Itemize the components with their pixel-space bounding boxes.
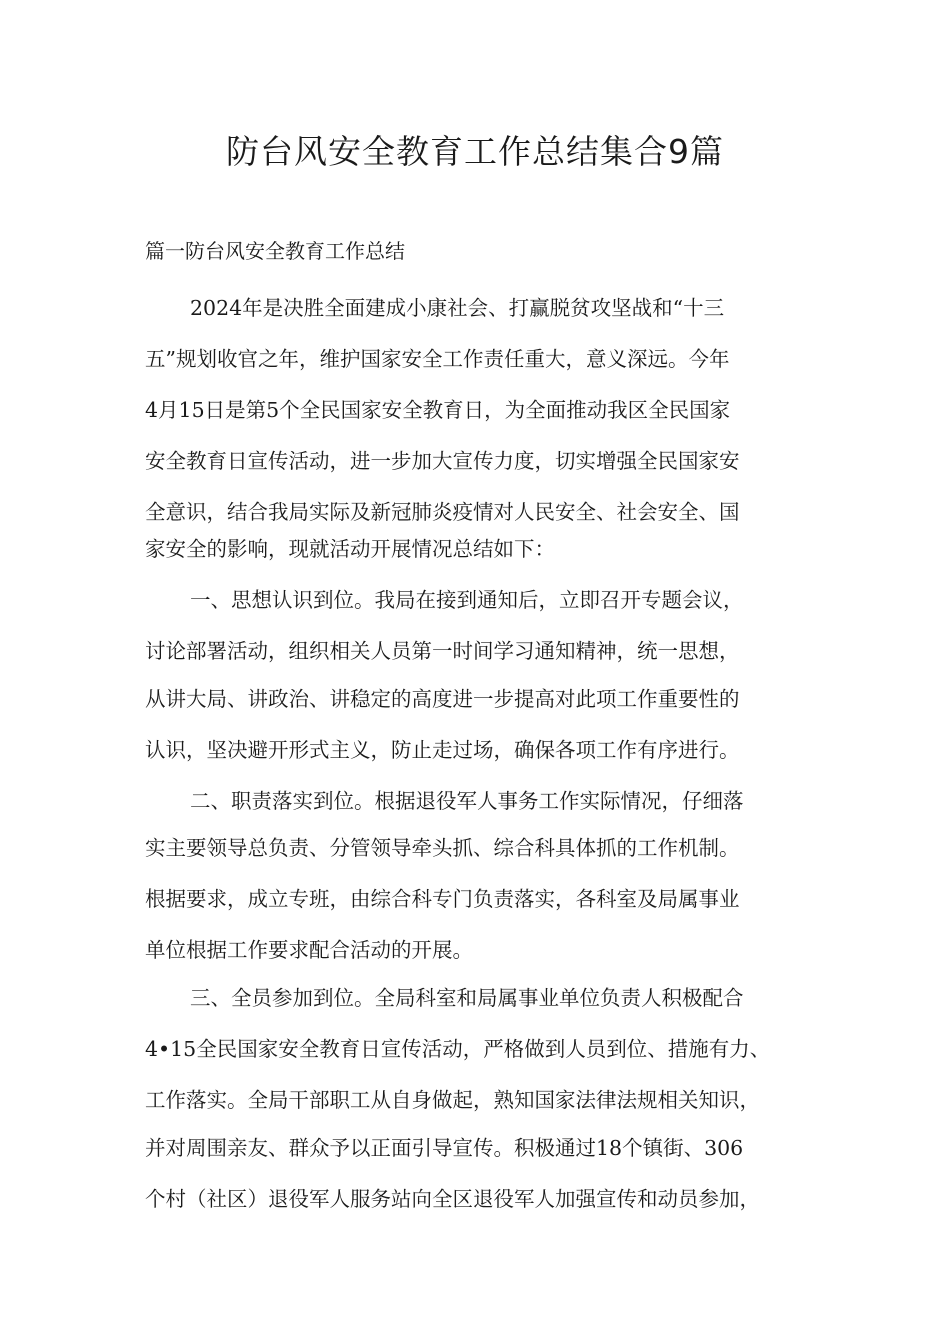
document-title: 防台风安全教育工作总结集合9篇 — [226, 132, 724, 171]
paragraph-line: 认识，坚决避开形式主义，防止走过场，确保各项工作有序进行。 — [145, 738, 740, 762]
paragraph-line: 全意识，结合我局实际及新冠肺炎疫情对人民安全、社会安全、国 — [145, 500, 740, 524]
paragraph-line: 4•15全民国家安全教育日宣传活动，严格做到人员到位、措施有力、 — [145, 1037, 771, 1061]
paragraph-line: 实主要领导总负责、分管领导牵头抓、综合科具体抓的工作机制。 — [145, 836, 740, 860]
paragraph-line: 单位根据工作要求配合活动的开展。 — [145, 938, 473, 962]
paragraph-line: 安全教育日宣传活动，进一步加大宣传力度，切实增强全民国家安 — [145, 449, 740, 473]
paragraph-line: 家安全的影响，现就活动开展情况总结如下： — [145, 537, 555, 561]
paragraph-line: 从讲大局、讲政治、讲稳定的高度进一步提高对此项工作重要性的 — [145, 687, 740, 711]
paragraph-line: 一、思想认识到位。我局在接到通知后，立即召开专题会议， — [190, 588, 744, 612]
paragraph-line: 并对周围亲友、群众予以正面引导宣传。积极通过18个镇街、306 — [145, 1136, 744, 1160]
paragraph-line: 4月15日是第5个全民国家安全教育日，为全面推动我区全民国家 — [145, 398, 731, 422]
section-heading: 篇一防台风安全教育工作总结 — [145, 239, 405, 263]
paragraph-line: 2024年是决胜全面建成小康社会、打赢脱贫攻坚战和“十三 — [190, 296, 725, 320]
paragraph-line: 根据要求，成立专班，由综合科专门负责落实，各科室及局属事业 — [145, 887, 740, 911]
paragraph-line: 五”规划收官之年，维护国家安全工作责任重大，意义深远。今年 — [145, 347, 730, 371]
paragraph-line: 个村（社区）退役军人服务站向全区退役军人加强宣传和动员参加， — [145, 1187, 760, 1211]
paragraph-line: 二、职责落实到位。根据退役军人事务工作实际情况，仔细落 — [190, 789, 744, 813]
paragraph-line: 工作落实。全局干部职工从自身做起，熟知国家法律法规相关知识， — [145, 1088, 760, 1112]
paragraph-line: 三、全员参加到位。全局科室和局属事业单位负责人积极配合 — [190, 986, 744, 1010]
paragraph-line: 讨论部署活动，组织相关人员第一时间学习通知精神，统一思想， — [145, 639, 740, 663]
